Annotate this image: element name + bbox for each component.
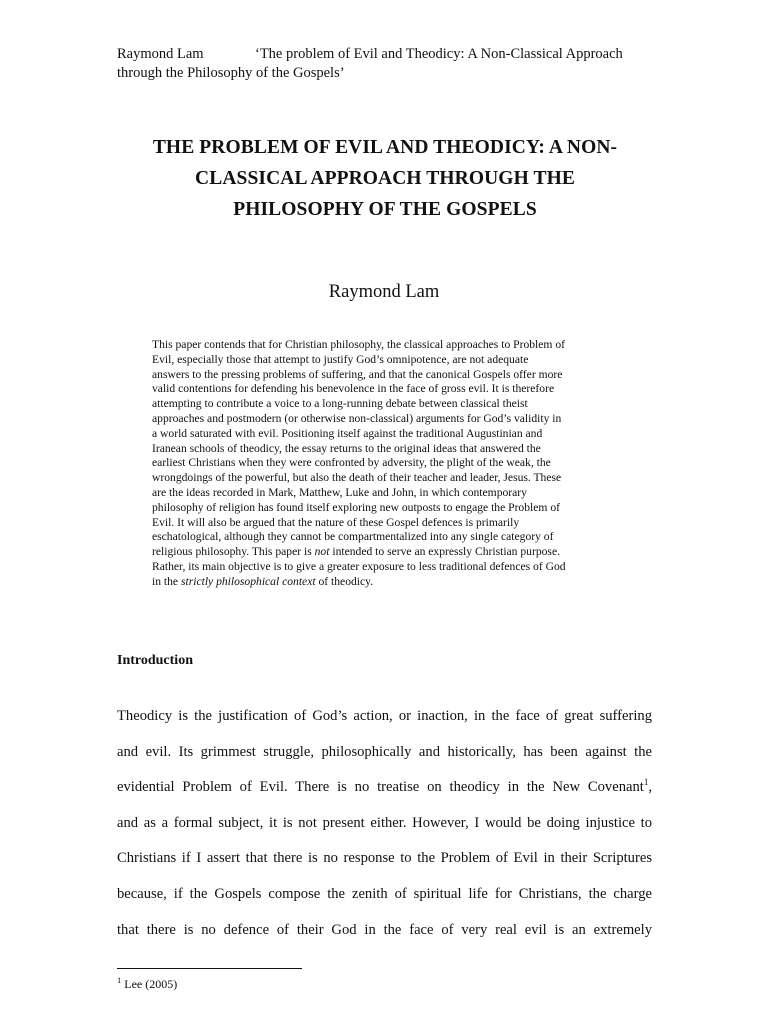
abstract-line: Evil, especially those that attempt to justify God’s omnipotence, are not adequate	[152, 352, 529, 366]
footnote-text: Lee (2005)	[124, 977, 178, 991]
body-line	[117, 770, 652, 806]
running-header-line-1	[117, 45, 657, 64]
title-line-3: PHILOSOPHY OF THE GOSPELS	[233, 199, 537, 220]
running-header-title-part-2: through the Philosophy of the Gospels’	[117, 65, 345, 81]
title-line-1: THE PROBLEM OF EVIL AND THEODICY: A NON-	[152, 137, 618, 158]
abstract-line: Evil. It will also be argued that the nature of these Gospel defences is primarily	[152, 515, 520, 529]
abstract-line: eschatological, although they cannot be compartmentalized into any single category of	[152, 530, 554, 544]
paper-title	[110, 132, 660, 225]
abstract-line: This paper contends that for Christian philosophy, the classical approaches to Problem of	[152, 338, 565, 351]
abstract-emphasis: strictly philosophical context	[180, 574, 316, 588]
introduction-body	[117, 699, 652, 948]
abstract-line: answers to the pressing problems of suffering, and that the canonical Gospels offer more	[152, 367, 563, 381]
body-line: and as a formal subject, it is not present either. However, I would be doing injustice to	[117, 814, 652, 831]
abstract-line: approaches and postmodern (or otherwise non-classical) arguments for God’s validity in	[152, 411, 562, 425]
section-heading-introduction: Introduction	[117, 653, 193, 668]
author-name: Raymond Lam	[328, 282, 440, 302]
running-header	[117, 45, 657, 83]
body-text: ,	[648, 779, 652, 796]
footnote	[117, 976, 177, 992]
abstract	[152, 338, 622, 590]
abstract-text: of theodicy.	[315, 574, 374, 588]
body-line: that there is no defence of their God in the face of very real evil is an extremely	[117, 921, 652, 938]
abstract-emphasis: not	[314, 545, 330, 559]
running-header-author: Raymond Lam	[117, 46, 204, 62]
footnote-marker: 1	[117, 975, 122, 985]
abstract-line: Rather, its main objective is to give a greater exposure to less traditional defences of God	[152, 559, 566, 573]
abstract-line	[152, 575, 622, 590]
body-line: Christians if I assert that there is no response to the Problem of Evil in their Scriptures	[117, 850, 652, 867]
body-line: Theodicy is the justification of God’s action, or inaction, in the face of great suffering	[117, 708, 652, 724]
abstract-text: in the	[152, 574, 181, 588]
abstract-line: are the ideas recorded in Mark, Matthew, Luke and John, in which contemporary	[152, 485, 527, 499]
abstract-text: religious philosophy. This paper is	[152, 545, 315, 559]
footnote-separator	[117, 968, 302, 969]
body-line: and evil. Its grimmest struggle, philosophically and historically, has been against the	[117, 743, 652, 760]
footnote-reference[interactable]: 1	[643, 777, 649, 788]
abstract-line: philosophy of religion has found itself exploring new outposts to engage the Problem of	[152, 500, 560, 514]
body-line: because, if the Gospels compose the zenith of spiritual life for Christians, the charge	[117, 885, 652, 902]
abstract-line: a world saturated with evil. Positioning itself against the traditional Augustinian and	[152, 426, 543, 440]
running-header-title-part-1: ‘The problem of Evil and Theodicy: A Non-Classical Approach	[255, 46, 623, 62]
abstract-text: intended to serve an expressly Christian purpose.	[329, 545, 560, 559]
title-line-2: CLASSICAL APPROACH THROUGH THE	[195, 168, 575, 189]
abstract-line	[152, 545, 622, 560]
abstract-line: Iranean schools of theodicy, the essay returns to the original ideas that answered the	[152, 441, 541, 455]
body-text: evidential Problem of Evil. There is no treatise on theodicy in the New Covenant	[117, 779, 644, 796]
abstract-line: attempting to contribute a voice to a long-running debate between classical theist	[152, 397, 528, 411]
abstract-line: valid contentions for defending his benevolence in the face of gross evil. It is therefore	[152, 382, 555, 396]
abstract-line: wrongdoings of the powerful, but also the death of their teacher and leader, Jesus. These	[152, 471, 562, 485]
abstract-line: earliest Christians when they were confronted by adversity, the plight of the weak, the	[152, 456, 551, 470]
